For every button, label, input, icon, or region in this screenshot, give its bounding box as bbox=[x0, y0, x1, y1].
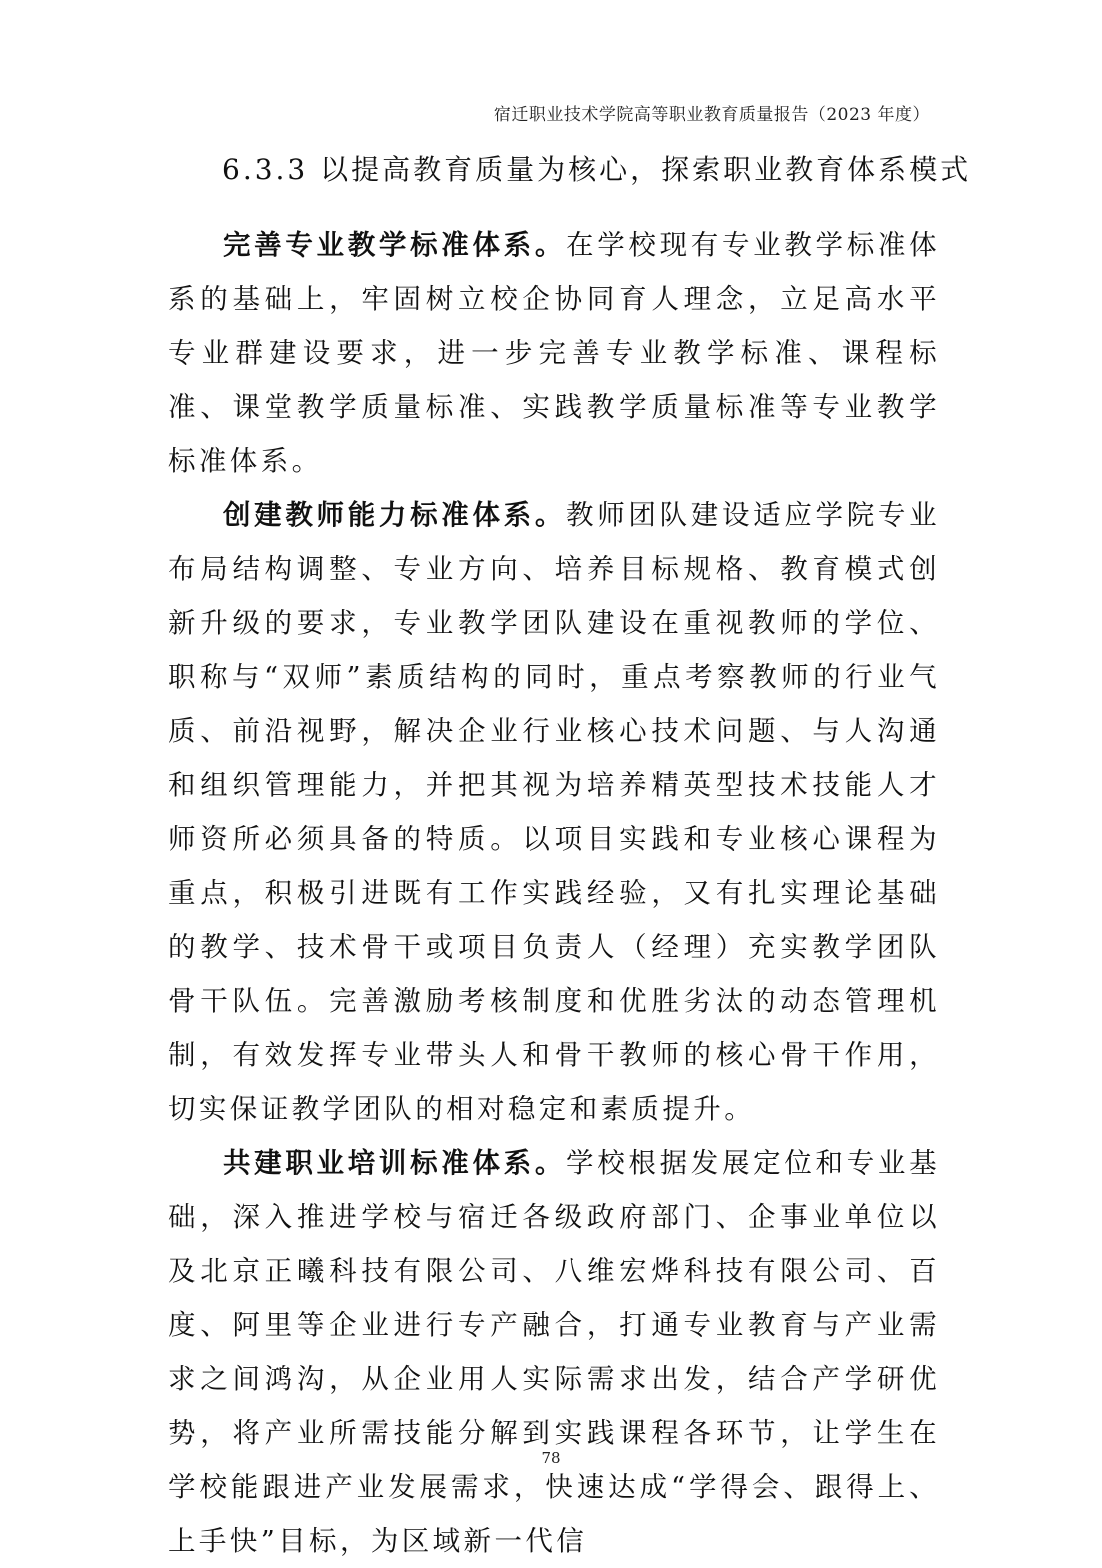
section-heading: 6.3.3 以提高教育质量为核心，探索职业教育体系模式 bbox=[222, 153, 972, 186]
paragraph-body: 教师团队建设适应学院专业布局结构调整、专业方向、培养目标规格、教育模式创新升级的要求，专业教学团队建设在重视教师的学位、职称与“双师”素质结构的同时，重点考察教师的行业气质、前沿视野，解决企业行业核心技术问题、与人沟通和组织管理能力，并把其视为培养精英型技术技能人才师资所必须具备的特质。以项目实践和专业核心课程为重点，积极引进既有工作实践经验，又有扎实理论基础的教学、技术骨干或项目负责人（经理）充实教学团队骨干队伍。完善激励考核制度和优胜劣汰的动态管理机制，有效发挥专业带头人和骨干教师的核心骨干作用，切实保证教学团队的相对稳定和素质提升。 bbox=[168, 499, 940, 1125]
running-header: 宿迁职业技术学院高等职业教育质量报告（2023 年度） bbox=[493, 105, 930, 125]
paragraph-body: 在学校现有专业教学标准体系的基础上，牢固树立校企协同育人理念，立足高水平专业群建设要求，进一步完善专业教学标准、课程标准、课堂教学质量标准、实践教学质量标准等专业教学标准体系。 bbox=[168, 229, 940, 477]
paragraph-body: 学校根据发展定位和专业基础，深入推进学校与宿迁各级政府部门、企事业单位以及北京正曦科技有限公司、八维宏烨科技有限公司、百度、阿里等企业进行专产融合，打通专业教育与产业需求之间鸿沟，从企业用人实际需求出发，结合产学研优势，将产业所需技能分解到实践课程各环节，让学生在学校能跟进产业发展需求，快速达成“学得会、跟得上、上手快”目标，为区域新一代信 bbox=[168, 1147, 940, 1557]
paragraph-lead: 创建教师能力标准体系。 bbox=[223, 499, 567, 531]
paragraph-training-standards bbox=[168, 1136, 940, 1568]
paragraph-teacher-standards bbox=[168, 488, 940, 1136]
paragraph-lead: 共建职业培训标准体系。 bbox=[223, 1147, 567, 1179]
paragraph-teaching-standards bbox=[168, 218, 940, 488]
page-number: 78 bbox=[541, 1449, 561, 1467]
body-text bbox=[168, 218, 940, 1568]
paragraph-lead: 完善专业教学标准体系。 bbox=[223, 229, 567, 261]
